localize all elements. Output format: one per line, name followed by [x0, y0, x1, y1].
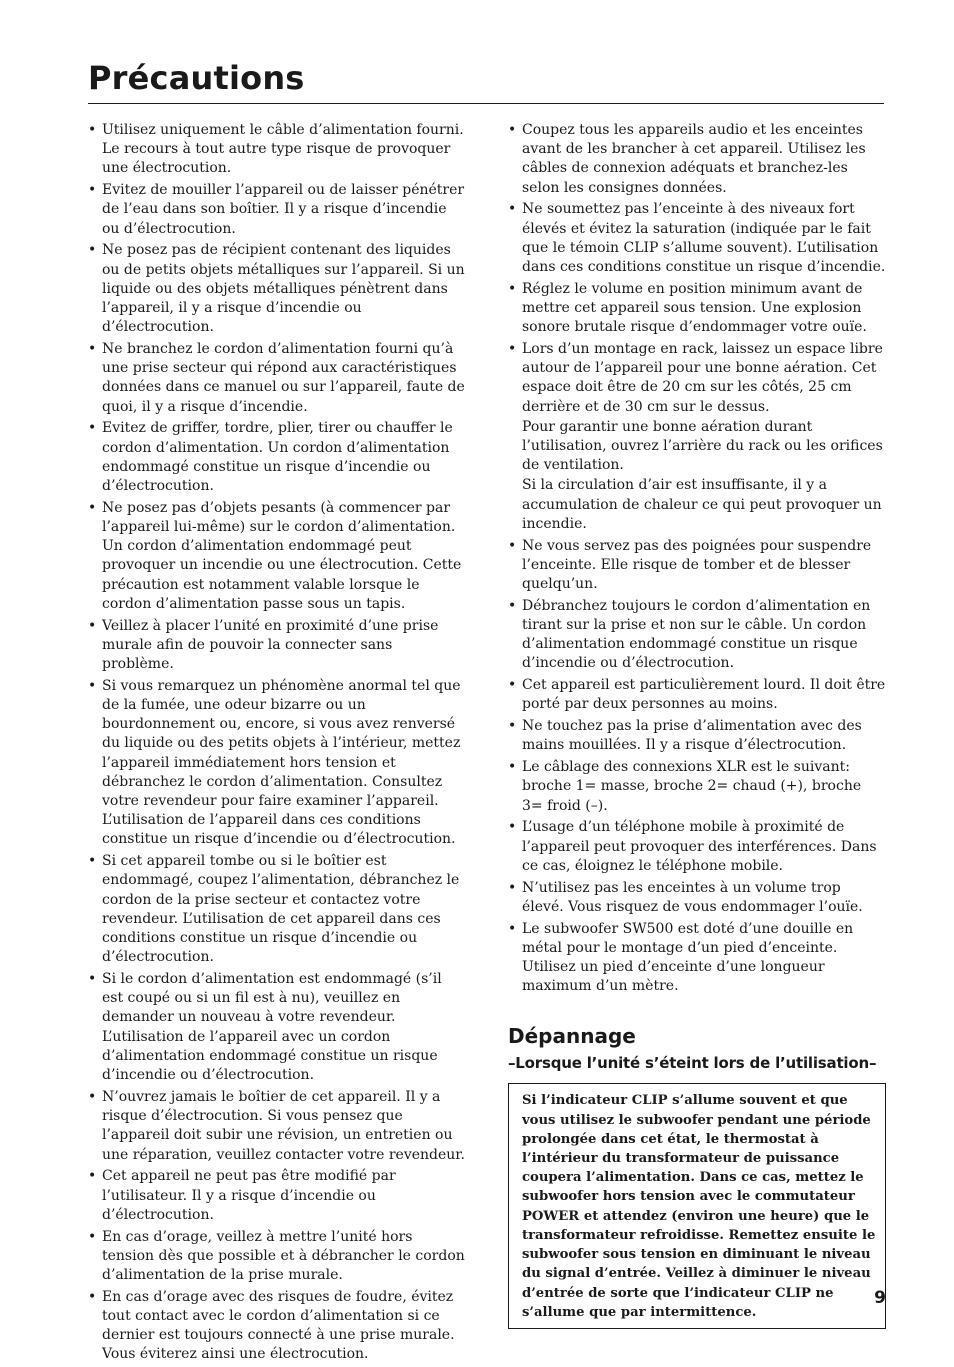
- troubleshooting-subheading: –Lorsque l’unité s’éteint lors de l’utilisation–: [508, 1054, 877, 1073]
- list-item-rack: [508, 340, 886, 534]
- notice-box: Si l’indicateur CLIP s’allume souvent et que vous utilisez le subwoofer pendant une période prolongée dans cet état, le thermostat à l’intérieur du transformateur de puissance coupera l’alimentation. Dans ce cas, mettez le subwoofer hors tension avec le commutateur POWER et attendez (environ une heure) que le transformateur refroidisse. Remettez ensuite le subwoofer sous tension en diminuant le niveau du signal d’entrée. Veillez à diminuer le niveau d’entrée de sorte que l’indicateur CLIP ne s’allume que par intermittence.: [508, 1083, 886, 1328]
- rack-heat-text: Si la circulation d’air est insuffisante, il y a accumulation de chaleur ce qui peut provoquer un incendie.: [522, 477, 882, 532]
- right-column: [508, 121, 886, 1329]
- title-divider: [88, 103, 884, 104]
- list-item: • En cas d’orage, veillez à mettre l’unité hors tension dès que possible et à débrancher le cordon d’alimentation de la prise murale.: [88, 1228, 466, 1286]
- list-item: • Ne vous servez pas des poignées pour suspendre l’enceinte. Elle risque de tomber et de blesser quelqu’un.: [508, 537, 886, 595]
- list-item: • Si cet appareil tombe ou si le boîtier est endommagé, coupez l’alimentation, débranchez le cordon de la prise secteur et contactez votre revendeur. L’utilisation de cet appareil dans ces conditions constitue un risque d’incendie ou d’électrocution.: [88, 852, 466, 967]
- list-item: • Le subwoofer SW500 est doté d’une douille en métal pour le montage d’un pied d’enceinte. Utilisez un pied d’enceinte d’une longueur maximum d’un mètre.: [508, 920, 886, 997]
- list-item: • Réglez le volume en position minimum avant de mettre cet appareil sous tension. Une explosion sonore brutale risque d’endommager votre ouïe.: [508, 280, 886, 338]
- list-item: • Ne posez pas d’objets pesants (à commencer par l’appareil lui-même) sur le cordon d’alimentation. Un cordon d’alimentation endommagé peut provoquer un incendie ou une électrocution. Cette précaution est notamment valable lorsque le cordon d’alimentation passe sous un tapis.: [88, 499, 466, 614]
- list-item: • N’ouvrez jamais le boîtier de cet appareil. Il y a risque d’électrocution. Si vous pensez que l’appareil doit subir une révision, un entretien ou une réparation, veuillez contacter votre revendeur.: [88, 1088, 466, 1165]
- list-item: • L’usage d’un téléphone mobile à proximité de l’appareil peut provoquer des interférences. Dans ce cas, éloignez le téléphone mobile.: [508, 818, 886, 876]
- troubleshooting-heading: Dépannage: [508, 1024, 636, 1049]
- list-item: • Ne posez pas de récipient contenant des liquides ou de petits objets métalliques sur l’appareil. Si un liquide ou des objets métalliques pénètrent dans l’appareil, il y a risque d’incendie ou d’électrocution.: [88, 241, 466, 337]
- left-column: [88, 121, 466, 1367]
- list-item: • Ne branchez le cordon d’alimentation fourni qu’à une prise secteur qui répond aux caractéristiques données dans ce manuel ou sur l’appareil, faute de quoi, il y a risque d’incendie.: [88, 340, 466, 417]
- list-item: • Ne soumettez pas l’enceinte à des niveaux fort élevés et évitez la saturation (indiquée par le fait que le témoin CLIP s’allume souvent). L’utilisation dans ces conditions constitue un risque d’incendie.: [508, 200, 886, 277]
- list-item: • Veillez à placer l’unité en proximité d’une prise murale afin de pouvoir la connecter sans problème.: [88, 617, 466, 675]
- list-item: • Cet appareil est particulièrement lourd. Il doit être porté par deux personnes au moins.: [508, 676, 886, 714]
- right-precautions-list: [508, 121, 886, 996]
- list-item: • Le câblage des connexions XLR est le suivant: broche 1= masse, broche 2= chaud (+), broche 3= froid (–).: [508, 758, 886, 816]
- list-item: • Utilisez uniquement le câble d’alimentation fourni. Le recours à tout autre type risque de provoquer une électrocution.: [88, 121, 466, 179]
- list-item: • Si vous remarquez un phénomène anormal tel que de la fumée, une odeur bizarre ou un bourdonnement ou, encore, si vous avez renversé du liquide ou des petits objets à l’intérieur, mettez l’appareil immédiatement hors tension et débranchez le cordon d’alimentation. Consultez votre revendeur pour faire examiner l’appareil. L’utilisation de l’appareil dans ces conditions constitue un risque d’incendie ou d’électrocution.: [88, 677, 466, 850]
- list-item: • Coupez tous les appareils audio et les enceintes avant de les brancher à cet appareil. Utilisez les câbles de connexion adéquats et branchez-les selon les consignes données.: [508, 121, 886, 198]
- list-item: • Evitez de mouiller l’appareil ou de laisser pénétrer de l’eau dans son boîtier. Il y a risque d’incendie ou d’électrocution.: [88, 181, 466, 239]
- list-item: • Cet appareil ne peut pas être modifié par l’utilisateur. Il y a risque d’incendie ou d’électrocution.: [88, 1167, 466, 1225]
- rack-spacing-text: Lors d’un montage en rack, laissez un espace libre autour de l’appareil pour une bonne aération. Cet espace doit être de 20 cm sur les côtés, 25 cm derrière et de 30 cm sur le dessus.: [522, 341, 883, 415]
- left-precautions-list: [88, 121, 466, 1365]
- rack-ventilation-text: Pour garantir une bonne aération durant l’utilisation, ouvrez l’arrière du rack ou les orifices de ventilation.: [522, 418, 883, 474]
- page-title: Précautions: [88, 59, 305, 97]
- list-item: • En cas d’orage avec des risques de foudre, évitez tout contact avec le cordon d’alimentation si ce dernier est toujours connecté à une prise murale. Vous éviterez ainsi une électrocution.: [88, 1288, 466, 1365]
- page-number: 9: [874, 1288, 886, 1308]
- list-item: • Débranchez toujours le cordon d’alimentation en tirant sur la prise et non sur le câble. Un cordon d’alimentation endommagé constitue un risque d’incendie ou d’électrocution.: [508, 597, 886, 674]
- list-item: • N’utilisez pas les enceintes à un volume trop élevé. Vous risquez de vous endommager l’ouïe.: [508, 879, 886, 917]
- list-item: • Ne touchez pas la prise d’alimentation avec des mains mouillées. Il y a risque d’électrocution.: [508, 717, 886, 755]
- list-item: • Evitez de griffer, tordre, plier, tirer ou chauffer le cordon d’alimentation. Un cordon d’alimentation endommagé constitue un risque d’incendie ou d’électrocution.: [88, 419, 466, 496]
- list-item: • Si le cordon d’alimentation est endommagé (s’il est coupé ou si un fil est à nu), veuillez en demander un nouveau à votre revendeur. L’utilisation de l’appareil avec un cordon d’alimentation endommagé constitue un risque d’incendie ou d’électrocution.: [88, 970, 466, 1085]
